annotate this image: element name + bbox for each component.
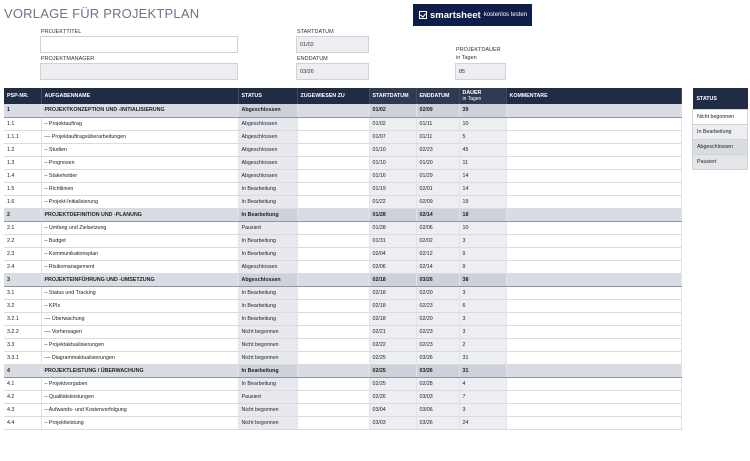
end-date-cell[interactable]: 03/26 — [416, 416, 459, 429]
assigned-cell[interactable] — [297, 325, 369, 338]
duration-cell[interactable]: 9 — [459, 260, 506, 273]
table-header-row — [4, 88, 681, 104]
comment-cell[interactable] — [506, 338, 681, 351]
legend-item: In Bearbeitung — [693, 125, 748, 140]
task-cell[interactable]: – Prognosen — [41, 156, 238, 169]
comment-cell[interactable] — [506, 364, 681, 377]
duration-cell[interactable]: 3 — [459, 325, 506, 338]
task-cell[interactable]: PROJEKTEINFÜHRUNG UND -UMSETZUNG — [41, 273, 238, 286]
col-header-duration-sub: in Tagen — [462, 96, 482, 102]
start-date-cell[interactable]: 02/18 — [369, 286, 416, 299]
task-cell[interactable]: – Projekt-Initialisierung — [41, 195, 238, 208]
col-header-comments[interactable]: KOMMENTARE — [506, 88, 681, 104]
comment-cell[interactable] — [506, 156, 681, 169]
smartsheet-logo-icon — [419, 11, 427, 19]
duration-cell[interactable]: 19 — [459, 195, 506, 208]
assigned-cell[interactable] — [297, 247, 369, 260]
legend-item: Abgeschlossen — [693, 140, 748, 155]
duration-cell[interactable]: 18 — [459, 208, 506, 221]
end-date-cell[interactable]: 03/26 — [416, 351, 459, 364]
start-date-cell[interactable]: 01/22 — [369, 195, 416, 208]
duration-cell[interactable]: 24 — [459, 416, 506, 429]
task-row[interactable] — [4, 377, 681, 390]
end-date-cell[interactable]: 02/23 — [416, 143, 459, 156]
end-date-cell[interactable]: 02/14 — [416, 260, 459, 273]
project-duration-unit: in Tagen — [456, 55, 477, 61]
phase-row[interactable] — [4, 273, 681, 286]
psp-cell[interactable]: 2.4 — [4, 260, 41, 273]
comment-cell[interactable] — [506, 182, 681, 195]
status-cell[interactable]: Nicht begonnen — [238, 351, 297, 364]
task-row[interactable] — [4, 286, 681, 299]
end-date-field[interactable]: 03/26 — [296, 63, 369, 80]
status-cell[interactable]: In Bearbeitung — [238, 364, 297, 377]
comment-cell[interactable] — [506, 104, 681, 117]
duration-cell[interactable]: 4 — [459, 377, 506, 390]
duration-cell[interactable]: 11 — [459, 156, 506, 169]
psp-cell[interactable]: 3.3 — [4, 338, 41, 351]
comment-cell[interactable] — [506, 377, 681, 390]
comment-cell[interactable] — [506, 234, 681, 247]
psp-cell[interactable]: 1.5 — [4, 182, 41, 195]
status-cell[interactable]: Abgeschlossen — [238, 260, 297, 273]
start-date-cell[interactable]: 03/03 — [369, 416, 416, 429]
start-date-cell[interactable]: 02/22 — [369, 338, 416, 351]
status-cell[interactable]: Abgeschlossen — [238, 156, 297, 169]
duration-cell[interactable]: 3 — [459, 286, 506, 299]
start-date-label: STARTDATUM — [297, 29, 334, 35]
status-cell[interactable]: Abgeschlossen — [238, 169, 297, 182]
task-row[interactable] — [4, 169, 681, 182]
duration-cell[interactable]: 3 — [459, 312, 506, 325]
task-row[interactable] — [4, 416, 681, 429]
end-date-cell[interactable]: 03/26 — [416, 364, 459, 377]
comment-cell[interactable] — [506, 273, 681, 286]
project-title-field[interactable] — [40, 36, 238, 53]
assigned-cell[interactable] — [297, 351, 369, 364]
duration-cell[interactable]: 2 — [459, 338, 506, 351]
psp-cell[interactable]: 1 — [4, 104, 41, 117]
start-date-cell[interactable]: 01/10 — [369, 156, 416, 169]
status-cell[interactable]: Abgeschlossen — [238, 117, 297, 130]
psp-cell[interactable]: 2 — [4, 208, 41, 221]
psp-cell[interactable]: 3.2.2 — [4, 325, 41, 338]
comment-cell[interactable] — [506, 416, 681, 429]
status-cell[interactable]: In Bearbeitung — [238, 299, 297, 312]
task-cell[interactable]: –– Projektauftragsüberarbeitungen — [41, 130, 238, 143]
assigned-cell[interactable] — [297, 273, 369, 286]
duration-cell[interactable]: 38 — [459, 273, 506, 286]
end-date-cell[interactable]: 03/03 — [416, 390, 459, 403]
assigned-cell[interactable] — [297, 182, 369, 195]
start-date-cell[interactable]: 02/04 — [369, 247, 416, 260]
assigned-cell[interactable] — [297, 260, 369, 273]
psp-cell[interactable]: 3.1 — [4, 286, 41, 299]
end-date-cell[interactable]: 02/20 — [416, 286, 459, 299]
project-duration-field: 85 — [455, 63, 506, 80]
status-cell[interactable]: Pausiert — [238, 221, 297, 234]
assigned-cell[interactable] — [297, 364, 369, 377]
task-row[interactable] — [4, 195, 681, 208]
start-date-cell[interactable]: 01/02 — [369, 104, 416, 117]
assigned-cell[interactable] — [297, 234, 369, 247]
task-cell[interactable]: PROJEKTLEISTUNG / ÜBERWACHUNG — [41, 364, 238, 377]
task-row[interactable] — [4, 143, 681, 156]
comment-cell[interactable] — [506, 312, 681, 325]
start-date-cell[interactable]: 02/25 — [369, 377, 416, 390]
duration-cell[interactable]: 10 — [459, 221, 506, 234]
task-row[interactable] — [4, 182, 681, 195]
status-cell[interactable]: In Bearbeitung — [238, 377, 297, 390]
end-date-cell[interactable]: 02/09 — [416, 195, 459, 208]
start-date-cell[interactable]: 02/06 — [369, 260, 416, 273]
assigned-cell[interactable] — [297, 377, 369, 390]
psp-cell[interactable]: 1.3 — [4, 156, 41, 169]
psp-cell[interactable]: 2.3 — [4, 247, 41, 260]
comment-cell[interactable] — [506, 195, 681, 208]
task-cell[interactable]: – KPIs — [41, 299, 238, 312]
smartsheet-trial-button[interactable] — [413, 4, 532, 26]
end-date-cell[interactable]: 02/20 — [416, 312, 459, 325]
assigned-cell[interactable] — [297, 156, 369, 169]
status-cell[interactable]: Abgeschlossen — [238, 130, 297, 143]
comment-cell[interactable] — [506, 221, 681, 234]
duration-cell[interactable]: 14 — [459, 182, 506, 195]
start-date-cell[interactable]: 01/02 — [369, 117, 416, 130]
psp-cell[interactable]: 3.2 — [4, 299, 41, 312]
status-cell[interactable]: In Bearbeitung — [238, 247, 297, 260]
end-date-cell[interactable]: 02/14 — [416, 208, 459, 221]
start-date-cell[interactable]: 02/25 — [369, 351, 416, 364]
col-header-start[interactable]: STARTDATUM — [369, 88, 416, 104]
end-date-cell[interactable]: 01/11 — [416, 130, 459, 143]
task-cell[interactable]: – Aufwands- und Kostenverfolgung — [41, 403, 238, 416]
status-cell[interactable]: Nicht begonnen — [238, 338, 297, 351]
assigned-cell[interactable] — [297, 221, 369, 234]
duration-cell[interactable]: 9 — [459, 247, 506, 260]
comment-cell[interactable] — [506, 169, 681, 182]
start-date-cell[interactable]: 01/07 — [369, 130, 416, 143]
task-row[interactable] — [4, 325, 681, 338]
end-date-cell[interactable]: 02/12 — [416, 247, 459, 260]
end-date-cell[interactable]: 02/01 — [416, 182, 459, 195]
task-row[interactable] — [4, 117, 681, 130]
status-cell[interactable]: Nicht begonnen — [238, 403, 297, 416]
task-cell[interactable]: – Qualitätsleistungen — [41, 390, 238, 403]
psp-cell[interactable]: 3.2.1 — [4, 312, 41, 325]
assigned-cell[interactable] — [297, 208, 369, 221]
task-row[interactable] — [4, 338, 681, 351]
status-cell[interactable]: Nicht begonnen — [238, 325, 297, 338]
col-header-end[interactable]: ENDDATUM — [416, 88, 459, 104]
project-title-label: PROJEKTTITEL — [41, 29, 82, 35]
psp-cell[interactable]: 2.2 — [4, 234, 41, 247]
task-cell[interactable]: – Projektauftrag — [41, 117, 238, 130]
start-date-cell[interactable]: 01/10 — [369, 143, 416, 156]
duration-cell[interactable]: 5 — [459, 130, 506, 143]
start-date-cell[interactable]: 02/26 — [369, 390, 416, 403]
psp-cell[interactable]: 4.4 — [4, 416, 41, 429]
task-cell[interactable]: – Status und Tracking — [41, 286, 238, 299]
task-cell[interactable]: – Budget — [41, 234, 238, 247]
task-cell[interactable]: – Stakeholder — [41, 169, 238, 182]
psp-cell[interactable]: 2.1 — [4, 221, 41, 234]
end-date-cell[interactable]: 01/29 — [416, 169, 459, 182]
task-cell[interactable]: – Projektleistung — [41, 416, 238, 429]
status-cell[interactable]: In Bearbeitung — [238, 234, 297, 247]
task-cell[interactable]: – Umfang und Zielsetzung — [41, 221, 238, 234]
project-plan-table — [4, 88, 682, 430]
task-row[interactable] — [4, 156, 681, 169]
assigned-cell[interactable] — [297, 286, 369, 299]
assigned-cell[interactable] — [297, 299, 369, 312]
start-date-cell[interactable]: 02/18 — [369, 312, 416, 325]
status-cell[interactable]: Abgeschlossen — [238, 104, 297, 117]
assigned-cell[interactable] — [297, 130, 369, 143]
end-date-cell[interactable]: 02/23 — [416, 338, 459, 351]
assigned-cell[interactable] — [297, 169, 369, 182]
assigned-cell[interactable] — [297, 143, 369, 156]
end-date-cell[interactable]: 02/06 — [416, 221, 459, 234]
task-row[interactable] — [4, 312, 681, 325]
project-manager-label: PROJEKTMANAGER — [41, 56, 95, 62]
duration-cell[interactable]: 3 — [459, 403, 506, 416]
duration-cell[interactable]: 7 — [459, 390, 506, 403]
start-date-cell[interactable]: 01/28 — [369, 221, 416, 234]
task-cell[interactable]: – Projektaktualisierungen — [41, 338, 238, 351]
status-legend — [692, 88, 748, 170]
psp-cell[interactable]: 4.3 — [4, 403, 41, 416]
duration-cell[interactable]: 6 — [459, 299, 506, 312]
comment-cell[interactable] — [506, 390, 681, 403]
duration-cell[interactable]: 45 — [459, 143, 506, 156]
status-cell[interactable]: Abgeschlossen — [238, 143, 297, 156]
status-cell[interactable]: Nicht begonnen — [238, 416, 297, 429]
col-header-task[interactable]: AUFGABENNAME — [41, 88, 238, 104]
assigned-cell[interactable] — [297, 403, 369, 416]
task-row[interactable] — [4, 234, 681, 247]
task-row[interactable] — [4, 351, 681, 364]
task-cell[interactable]: –– Vorhersagen — [41, 325, 238, 338]
assigned-cell[interactable] — [297, 338, 369, 351]
duration-cell[interactable]: 3 — [459, 234, 506, 247]
psp-cell[interactable]: 1.2 — [4, 143, 41, 156]
status-cell[interactable]: In Bearbeitung — [238, 195, 297, 208]
psp-cell[interactable]: 1.6 — [4, 195, 41, 208]
assigned-cell[interactable] — [297, 416, 369, 429]
assigned-cell[interactable] — [297, 195, 369, 208]
start-date-cell[interactable]: 02/25 — [369, 364, 416, 377]
start-date-cell[interactable]: 02/21 — [369, 325, 416, 338]
comment-cell[interactable] — [506, 247, 681, 260]
psp-cell[interactable]: 3 — [4, 273, 41, 286]
project-manager-field[interactable] — [40, 63, 238, 80]
end-date-cell[interactable]: 02/02 — [416, 234, 459, 247]
col-header-psp[interactable]: PSP-NR. — [4, 88, 41, 104]
duration-cell[interactable]: 39 — [459, 104, 506, 117]
comment-cell[interactable] — [506, 351, 681, 364]
task-cell[interactable]: – Kommunikationsplan — [41, 247, 238, 260]
end-date-cell[interactable]: 02/23 — [416, 299, 459, 312]
end-date-cell[interactable]: 01/11 — [416, 117, 459, 130]
task-row[interactable] — [4, 299, 681, 312]
assigned-cell[interactable] — [297, 390, 369, 403]
brand-cta: kostenlos testen — [483, 12, 528, 18]
project-duration-label: PROJEKTDAUER — [456, 47, 501, 53]
col-header-duration[interactable] — [459, 88, 506, 104]
status-cell[interactable]: In Bearbeitung — [238, 208, 297, 221]
legend-item: Pausiert — [693, 155, 748, 170]
comment-cell[interactable] — [506, 403, 681, 416]
end-date-cell[interactable]: 03/06 — [416, 403, 459, 416]
comment-cell[interactable] — [506, 325, 681, 338]
duration-cell[interactable]: 31 — [459, 351, 506, 364]
col-header-duration-label: DAUER — [462, 90, 482, 96]
comment-cell[interactable] — [506, 208, 681, 221]
col-header-status[interactable]: STATUS — [238, 88, 297, 104]
psp-cell[interactable]: 4.1 — [4, 377, 41, 390]
status-cell[interactable]: In Bearbeitung — [238, 182, 297, 195]
duration-cell[interactable]: 10 — [459, 117, 506, 130]
task-cell[interactable]: PROJEKTDEFINITION UND -PLANUNG — [41, 208, 238, 221]
start-date-cell[interactable]: 01/31 — [369, 234, 416, 247]
psp-cell[interactable]: 1.1 — [4, 117, 41, 130]
task-row[interactable] — [4, 403, 681, 416]
start-date-field[interactable]: 01/02 — [296, 36, 369, 53]
page-title: VORLAGE FÜR PROJEKTPLAN — [4, 6, 200, 21]
brand-name: smartsheet — [430, 9, 481, 21]
psp-cell[interactable]: 4.2 — [4, 390, 41, 403]
start-date-cell[interactable]: 01/16 — [369, 169, 416, 182]
assigned-cell[interactable] — [297, 312, 369, 325]
start-date-cell[interactable]: 01/19 — [369, 182, 416, 195]
psp-cell[interactable]: 1.1.1 — [4, 130, 41, 143]
task-cell[interactable]: –– Diagrammaktualisierungen — [41, 351, 238, 364]
assigned-cell[interactable] — [297, 117, 369, 130]
task-row[interactable] — [4, 390, 681, 403]
psp-cell[interactable]: 3.3.1 — [4, 351, 41, 364]
task-cell[interactable]: PROJEKTKONZEPTION UND -INITIALISIERUNG — [41, 104, 238, 117]
task-cell[interactable]: – Risikomanagement — [41, 260, 238, 273]
status-cell[interactable]: In Bearbeitung — [238, 286, 297, 299]
comment-cell[interactable] — [506, 130, 681, 143]
psp-cell[interactable]: 1.4 — [4, 169, 41, 182]
phase-row[interactable] — [4, 364, 681, 377]
end-date-cell[interactable]: 02/09 — [416, 104, 459, 117]
end-date-cell[interactable]: 03/26 — [416, 273, 459, 286]
start-date-cell[interactable]: 02/18 — [369, 299, 416, 312]
status-cell[interactable]: In Bearbeitung — [238, 312, 297, 325]
task-cell[interactable]: – Richtlinien — [41, 182, 238, 195]
comment-cell[interactable] — [506, 286, 681, 299]
task-row[interactable] — [4, 247, 681, 260]
comment-cell[interactable] — [506, 143, 681, 156]
end-date-label: ENDDATUM — [297, 56, 328, 62]
end-date-cell[interactable]: 02/28 — [416, 377, 459, 390]
phase-row[interactable] — [4, 104, 681, 117]
col-header-assigned[interactable]: ZUGEWIESEN ZU — [297, 88, 369, 104]
status-cell[interactable]: Pausiert — [238, 390, 297, 403]
end-date-cell[interactable]: 01/20 — [416, 156, 459, 169]
duration-cell[interactable]: 14 — [459, 169, 506, 182]
duration-cell[interactable]: 31 — [459, 364, 506, 377]
status-cell[interactable]: Abgeschlossen — [238, 273, 297, 286]
task-cell[interactable]: – Projektvorgaben — [41, 377, 238, 390]
phase-row[interactable] — [4, 208, 681, 221]
legend-item: Nicht begonnen — [693, 110, 748, 125]
assigned-cell[interactable] — [297, 104, 369, 117]
task-cell[interactable]: – Studien — [41, 143, 238, 156]
legend-header: STATUS — [693, 88, 748, 110]
comment-cell[interactable] — [506, 260, 681, 273]
comment-cell[interactable] — [506, 117, 681, 130]
comment-cell[interactable] — [506, 299, 681, 312]
task-row[interactable] — [4, 260, 681, 273]
task-row[interactable] — [4, 221, 681, 234]
start-date-cell[interactable]: 03/04 — [369, 403, 416, 416]
task-row[interactable] — [4, 130, 681, 143]
task-cell[interactable]: –– Überwachung — [41, 312, 238, 325]
start-date-cell[interactable]: 02/18 — [369, 273, 416, 286]
psp-cell[interactable]: 4 — [4, 364, 41, 377]
end-date-cell[interactable]: 02/23 — [416, 325, 459, 338]
start-date-cell[interactable]: 01/28 — [369, 208, 416, 221]
